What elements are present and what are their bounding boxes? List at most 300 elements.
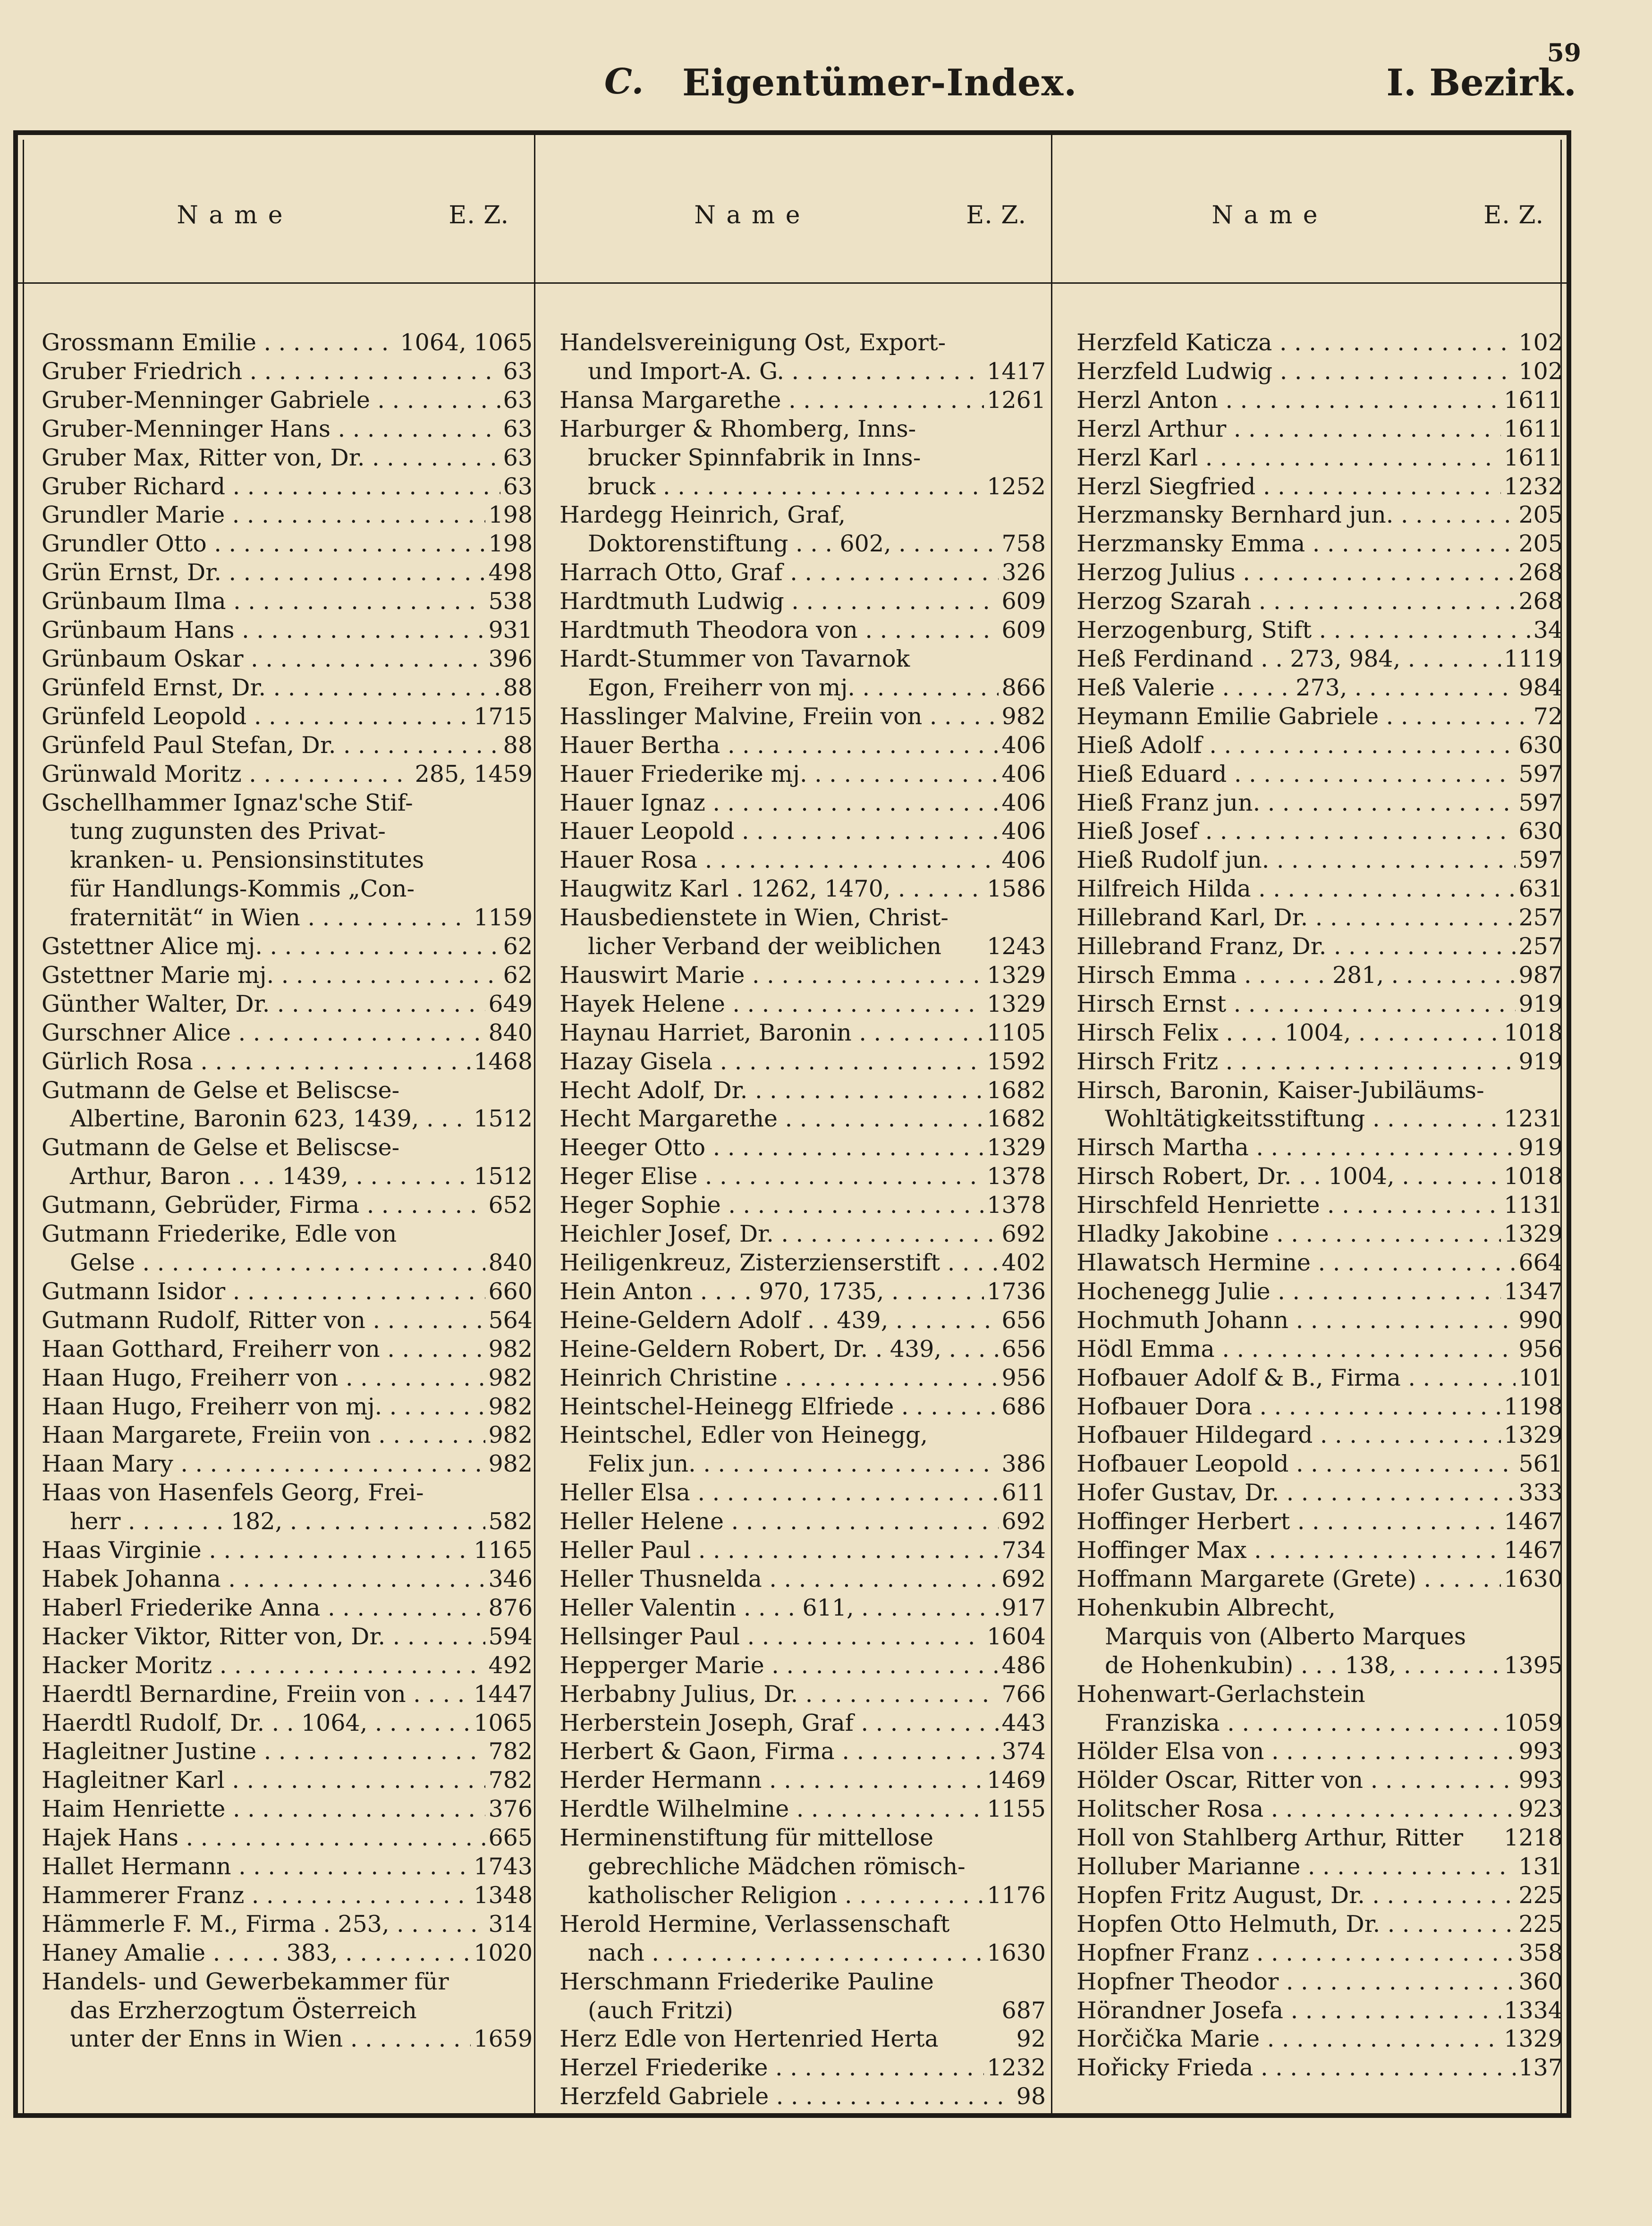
owner-name: Gruber Max, Ritter von, Dr. . . .	[42, 444, 500, 473]
owner-name: Heller Paul . . .	[559, 1536, 999, 1565]
owner-name: Haerdtl Rudolf, Dr. . . 1064, . . .	[42, 1709, 471, 1738]
ez-number	[1043, 501, 1046, 530]
index-entry	[559, 789, 1046, 818]
index-entry	[42, 1278, 533, 1306]
owner-name: Gutmann Isidor . . .	[42, 1278, 485, 1306]
ez-number: 656	[1001, 1335, 1046, 1363]
owner-name: Harburger & Rhomberg, Inns-	[559, 415, 916, 442]
ez-number: 1334	[1504, 1997, 1563, 2024]
index-entry	[42, 473, 533, 501]
ez-number: 1512	[474, 1105, 533, 1133]
index-entry	[42, 1479, 533, 1507]
ez-number: 758	[1001, 530, 1046, 558]
ez-number: 1468	[474, 1048, 533, 1075]
owner-name: Hammerer Franz . . .	[42, 1881, 471, 1910]
owner-name: Holl von Stahlberg Arthur, Ritter	[1076, 1824, 1464, 1852]
index-entry	[1076, 1479, 1563, 1507]
index-entry	[559, 587, 1046, 616]
owner-name: Hecht Adolf, Dr. . . .	[559, 1076, 984, 1105]
ez-number: 98	[1016, 2083, 1046, 2110]
ez-number: 92	[1016, 2025, 1046, 2053]
ez-number: 406	[1001, 731, 1046, 759]
owner-name: Heine-Geldern Adolf . . 439, . . .	[559, 1306, 999, 1335]
index-entry	[559, 1249, 1046, 1278]
owner-name: Gutmann Rudolf, Ritter von . . .	[42, 1306, 485, 1335]
owner-name: Haas von Hasenfels Georg, Frei-	[42, 1479, 424, 1507]
ez-number: 866	[1001, 674, 1046, 701]
index-entry	[1076, 817, 1563, 846]
index-entry	[42, 1220, 533, 1249]
ez-number: 652	[488, 1192, 533, 1219]
owner-name: Arthur, Baron . . . 1439, . . .	[42, 1162, 471, 1191]
index-entry	[559, 1364, 1046, 1393]
owner-name: Hallet Hermann . . .	[42, 1853, 471, 1881]
ez-number: 984	[1518, 674, 1563, 701]
ez-number: 257	[1518, 904, 1563, 931]
ez-number: 665	[488, 1824, 533, 1852]
owner-name: das Erzherzogtum Österreich	[70, 1997, 417, 2024]
ez-number: 1018	[1504, 1019, 1563, 1046]
owner-name: Herzl Anton . . .	[1076, 386, 1501, 415]
ez-number: 1176	[987, 1881, 1046, 1909]
index-column-3	[1076, 329, 1563, 2082]
ez-number: 326	[1001, 559, 1046, 586]
page-header	[0, 61, 1652, 113]
ez-number: 766	[1001, 1680, 1046, 1708]
index-entry	[559, 444, 1046, 473]
owner-name: Hieß Franz jun. . . .	[1076, 789, 1516, 818]
ez-number: 1231	[1504, 1105, 1563, 1133]
index-entry	[559, 1824, 1046, 1853]
owner-name: Franziska . . .	[1076, 1709, 1501, 1738]
index-entry	[559, 1393, 1046, 1422]
ez-number: 656	[1001, 1306, 1046, 1334]
ez-number: 1243	[987, 933, 1046, 960]
ez-number: 1329	[987, 961, 1046, 989]
index-entry	[42, 846, 533, 875]
ez-number: 374	[1001, 1738, 1046, 1765]
owner-name: Haynau Harriet, Baronin . . .	[559, 1019, 984, 1048]
ez-number: 1252	[987, 473, 1046, 500]
index-entry	[559, 1479, 1046, 1507]
index-entry	[42, 1393, 533, 1422]
owner-name: Handelsvereinigung Ost, Export-	[559, 329, 946, 356]
ez-number: 564	[488, 1306, 533, 1334]
ez-number: 1512	[474, 1163, 533, 1190]
ez-number: 406	[1001, 760, 1046, 787]
ez-number	[530, 789, 533, 818]
index-entry	[42, 559, 533, 587]
ez-number: 63	[503, 444, 533, 471]
ez-number: 63	[503, 386, 533, 414]
owner-name: Doktorenstiftung . . . 602, . . .	[559, 530, 999, 559]
owner-name: Holitscher Rosa . . .	[1076, 1795, 1516, 1824]
index-entry	[1076, 875, 1563, 904]
ez-number: 1611	[1504, 415, 1563, 442]
ez-number: 923	[1518, 1795, 1563, 1823]
index-entry	[42, 1651, 533, 1680]
owner-name: Günther Walter, Dr. . . .	[42, 990, 485, 1019]
ez-number: 198	[488, 530, 533, 558]
owner-name: Hauer Bertha . . .	[559, 731, 999, 760]
index-entry	[559, 1162, 1046, 1191]
owner-name: Hirsch Felix . . . . 1004, . . .	[1076, 1019, 1501, 1048]
owner-name: Hirsch Emma . . . . . . 281, . . .	[1076, 961, 1516, 990]
ez-number	[530, 1076, 533, 1105]
owner-name: Hopfner Franz . . .	[1076, 1939, 1516, 1968]
owner-name: Grünfeld Leopold . . .	[42, 703, 471, 731]
owner-name: Heinrich Christine . . .	[559, 1364, 999, 1393]
ez-number: 993	[1518, 1767, 1563, 1794]
owner-name: Hirsch Fritz . . .	[1076, 1048, 1516, 1076]
ez-number: 443	[1001, 1709, 1046, 1736]
ez-number: 486	[1001, 1651, 1046, 1679]
owner-name: Felix jun. . . .	[559, 1450, 999, 1479]
owner-name: Gutmann, Gebrüder, Firma . . .	[42, 1191, 485, 1220]
owner-name: Hirsch, Baronin, Kaiser-Jubiläums-	[1076, 1076, 1484, 1104]
index-entry	[559, 2054, 1046, 2082]
index-entry	[1076, 1134, 1563, 1162]
owner-name: de Hohenkubin) . . . 138, . . .	[1076, 1651, 1501, 1680]
index-entry	[559, 2025, 1046, 2054]
index-entry	[42, 961, 533, 990]
index-entry	[42, 329, 533, 357]
ez-number	[530, 1479, 533, 1507]
owner-name: Herzmansky Bernhard jun. . . .	[1076, 501, 1516, 530]
index-entry	[1076, 415, 1563, 444]
owner-name: Hauer Leopold . . .	[559, 817, 999, 846]
index-entry	[559, 357, 1046, 386]
index-entry	[1076, 1737, 1563, 1766]
index-entry	[42, 1364, 533, 1393]
ez-number: 101	[1518, 1364, 1563, 1391]
ez-number	[1043, 1421, 1046, 1450]
index-entry	[42, 1249, 533, 1278]
index-entry	[1076, 1105, 1563, 1134]
index-entry	[42, 760, 533, 789]
owner-name: Hofbauer Adolf & B., Firma . . .	[1076, 1364, 1516, 1393]
index-entry	[559, 415, 1046, 444]
index-entry	[1076, 1565, 1563, 1594]
index-entry	[42, 1450, 533, 1479]
index-entry	[559, 904, 1046, 932]
index-entry	[1076, 1421, 1563, 1450]
ez-number: 630	[1518, 731, 1563, 759]
owner-name: Albertine, Baronin 623, 1439, . . .	[42, 1105, 471, 1134]
owner-name: Holluber Marianne . . .	[1076, 1853, 1516, 1881]
owner-name: Hein Anton . . . . 970, 1735, . . .	[559, 1278, 984, 1306]
owner-name: Hieß Josef . . .	[1076, 817, 1516, 846]
ez-number: 1105	[987, 1019, 1046, 1046]
index-entry	[559, 1680, 1046, 1709]
ez-number: 919	[1518, 1134, 1563, 1161]
index-entry	[1076, 1364, 1563, 1393]
ez-number: 692	[1001, 1565, 1046, 1592]
owner-name: Hazay Gisela . . .	[559, 1048, 984, 1076]
index-entry	[1076, 846, 1563, 875]
owner-name: herr . . . . . . . 182, . . .	[42, 1507, 485, 1536]
index-entry	[1076, 2054, 1563, 2082]
ez-number: 1395	[1504, 1651, 1563, 1679]
column-header-2	[550, 201, 1045, 229]
index-entry	[1076, 473, 1563, 501]
index-entry	[1076, 1076, 1563, 1105]
index-entry	[559, 1105, 1046, 1134]
ez-number	[1043, 1824, 1046, 1853]
owner-name: Heller Elsa . . .	[559, 1479, 999, 1507]
ez-number: 62	[503, 933, 533, 960]
index-entry	[559, 1623, 1046, 1651]
owner-name: Gürlich Rosa . . .	[42, 1048, 471, 1076]
index-entry	[559, 645, 1046, 674]
ez-number: 402	[1001, 1249, 1046, 1276]
index-entry	[42, 1105, 533, 1134]
column-divider	[534, 135, 535, 2113]
index-entry	[42, 1048, 533, 1076]
ez-number: 1329	[1504, 1422, 1563, 1449]
ez-number: 982	[488, 1393, 533, 1420]
index-entry	[559, 1134, 1046, 1162]
owner-name: Gstettner Alice mj. . . .	[42, 932, 500, 961]
index-entry	[559, 674, 1046, 703]
owner-name: Hoffmann Margarete (Grete) . . .	[1076, 1565, 1501, 1594]
ez-number: 88	[503, 731, 533, 759]
owner-name: Heß Valerie . . . . . 273, . . .	[1076, 674, 1516, 703]
district-label: I. Bezirk.	[1386, 61, 1576, 104]
owner-name: Gurschner Alice . . .	[42, 1019, 485, 1048]
owner-name: fraternität“ in Wien . . .	[42, 904, 471, 932]
index-column-1	[42, 329, 533, 2054]
owner-name: Hlawatsch Hermine . . .	[1076, 1249, 1516, 1278]
index-entry	[1076, 1278, 1563, 1306]
index-entry	[559, 817, 1046, 846]
ez-number: 386	[1001, 1450, 1046, 1478]
owner-name: Heintschel-Heinegg Elfriede . . .	[559, 1393, 999, 1422]
ez-number: 1378	[987, 1192, 1046, 1219]
ez-number: 268	[1518, 588, 1563, 615]
index-entry	[559, 1968, 1046, 1997]
ez-number: 782	[488, 1738, 533, 1765]
owner-name: Grünwald Moritz . . .	[42, 760, 412, 789]
ez-number	[530, 1968, 533, 1997]
owner-name: Herz Edle von Hertenried Herta	[559, 2025, 939, 2053]
index-entry	[559, 875, 1046, 904]
index-entry	[1076, 1594, 1563, 1623]
ez-number: 1155	[987, 1795, 1046, 1823]
owner-name: Heger Sophie . . .	[559, 1191, 984, 1220]
owner-name: Hölder Elsa von . . .	[1076, 1737, 1516, 1766]
index-entry	[42, 1997, 533, 2025]
ez-number: 734	[1001, 1537, 1046, 1564]
index-entry	[1076, 731, 1563, 760]
ez-number: 198	[488, 501, 533, 529]
ez-number: 358	[1518, 1939, 1563, 1966]
owner-name: Hirsch Ernst . . .	[1076, 990, 1516, 1019]
index-entry	[1076, 1536, 1563, 1565]
ez-number: 498	[488, 559, 533, 586]
index-entry	[559, 1939, 1046, 1968]
ez-number: 63	[503, 415, 533, 442]
owner-name: Haney Amalie . . . . . 383, . . .	[42, 1939, 471, 1968]
index-entry	[559, 1709, 1046, 1738]
owner-name: Herzog Szarah . . .	[1076, 587, 1516, 616]
owner-name: Herdtle Wilhelmine . . .	[559, 1795, 984, 1824]
ez-number: 931	[488, 617, 533, 644]
index-entry	[559, 501, 1046, 530]
owner-name: Gruber-Menninger Gabriele . . .	[42, 386, 500, 415]
ez-number	[1043, 904, 1046, 932]
owner-name: Hieß Rudolf jun. . . .	[1076, 846, 1516, 875]
index-entry	[559, 1766, 1046, 1795]
ez-number: 1417	[987, 357, 1046, 385]
index-entry	[42, 1939, 533, 1968]
ez-number: 1059	[1504, 1709, 1563, 1736]
index-entry	[42, 1968, 533, 1997]
owner-name: Hasslinger Malvine, Freiin von . . .	[559, 703, 999, 731]
owner-name: Hagleitner Justine . . .	[42, 1737, 485, 1766]
index-entry	[1076, 932, 1563, 961]
owner-name: Hölder Oscar, Ritter von . . .	[1076, 1766, 1516, 1795]
index-entry	[42, 875, 533, 904]
owner-name: Haan Hugo, Freiherr von mj. . . .	[42, 1393, 485, 1422]
index-entry	[559, 760, 1046, 789]
index-entry	[559, 1019, 1046, 1048]
ez-number: 597	[1518, 846, 1563, 874]
index-entry	[1076, 1393, 1563, 1422]
owner-name: Hardegg Heinrich, Graf,	[559, 501, 846, 529]
index-entry	[42, 616, 533, 645]
index-entry	[559, 1076, 1046, 1105]
index-entry	[1076, 444, 1563, 473]
ez-number: 1020	[474, 1939, 533, 1966]
ez-number: 257	[1518, 933, 1563, 960]
index-entry	[42, 932, 533, 961]
owner-name: und Import-A. G. . . .	[559, 357, 984, 386]
index-entry	[42, 415, 533, 444]
owner-name: Gstettner Marie mj. . . .	[42, 961, 500, 990]
owner-name: Heller Helene . . .	[559, 1507, 999, 1536]
ez-number: 686	[1001, 1393, 1046, 1420]
ez-number: 34	[1533, 617, 1563, 644]
owner-name: Horčička Marie . . .	[1076, 2025, 1501, 2054]
ez-number: 88	[503, 674, 533, 701]
ez-number: 982	[488, 1335, 533, 1363]
owner-name: Herzog Julius . . .	[1076, 559, 1516, 587]
ez-number: 597	[1518, 789, 1563, 816]
ez-number: 1232	[987, 2054, 1046, 2082]
owner-name: Hillebrand Karl, Dr. . . .	[1076, 904, 1516, 932]
owner-name: licher Verband der weiblichen	[588, 933, 941, 960]
owner-name: Haas Virginie . . .	[42, 1536, 471, 1565]
ez-number	[1043, 415, 1046, 444]
index-entry	[1076, 674, 1563, 703]
owner-name: Hirschfeld Henriette . . .	[1076, 1191, 1501, 1220]
ez-number: 609	[1001, 588, 1046, 615]
owner-name: Hauer Ignaz . . .	[559, 789, 999, 818]
ez-number: 611	[1001, 1479, 1046, 1507]
ez-number: 346	[488, 1565, 533, 1592]
ez-number: 360	[1518, 1968, 1563, 1995]
owner-name: Grünbaum Oskar . . .	[42, 645, 485, 674]
ez-number: 561	[1518, 1450, 1563, 1478]
owner-name: Herzfeld Gabriele . . .	[559, 2082, 1014, 2111]
index-entry	[1076, 1881, 1563, 1910]
ez-number: 225	[1518, 1910, 1563, 1938]
owner-name: Gruber-Menninger Hans . . .	[42, 415, 500, 444]
index-entry	[1076, 904, 1563, 932]
ez-number: 538	[488, 588, 533, 615]
index-entry	[42, 1737, 533, 1766]
ez-number	[530, 1997, 533, 2025]
owner-name: Hauswirt Marie . . .	[559, 961, 984, 990]
ez-number: 782	[488, 1767, 533, 1794]
index-entry	[1076, 1766, 1563, 1795]
index-entry	[1076, 1048, 1563, 1076]
index-entry	[559, 473, 1046, 501]
owner-name: Heger Elise . . .	[559, 1162, 984, 1191]
owner-name: Handels- und Gewerbekammer für	[42, 1968, 449, 1995]
ez-number: 102	[1518, 357, 1563, 385]
owner-name: Hacker Moritz . . .	[42, 1651, 485, 1680]
index-entry	[42, 1623, 533, 1651]
owner-name: Grünfeld Ernst, Dr. . . .	[42, 674, 500, 703]
index-entry	[559, 961, 1046, 990]
index-entry	[1076, 1162, 1563, 1191]
ez-number: 597	[1518, 760, 1563, 787]
owner-name: Herschmann Friederike Pauline	[559, 1968, 934, 1995]
ez-number: 1018	[1504, 1163, 1563, 1190]
owner-name: Haan Gotthard, Freiherr von . . .	[42, 1335, 485, 1364]
owner-name: Heichler Josef, Dr. . . .	[559, 1220, 999, 1249]
index-entry	[559, 616, 1046, 645]
index-entry	[1076, 559, 1563, 587]
ez-number: 840	[488, 1019, 533, 1046]
ez-number: 1611	[1504, 444, 1563, 471]
ez-number	[1560, 1594, 1563, 1623]
ez-number	[1043, 1853, 1046, 1881]
index-entry	[1076, 990, 1563, 1019]
index-entry	[42, 1795, 533, 1824]
owner-name: Hansa Margarethe . . .	[559, 386, 984, 415]
index-entry	[559, 1910, 1046, 1939]
index-table	[13, 130, 1571, 2118]
owner-name: Hauer Rosa . . .	[559, 846, 999, 875]
index-entry	[1076, 1651, 1563, 1680]
ez-number: 1743	[474, 1853, 533, 1880]
owner-name: Gschellhammer Ignaz'sche Stif-	[42, 789, 413, 816]
ez-number	[1560, 1076, 1563, 1105]
index-entry	[1076, 1709, 1563, 1738]
index-entry	[559, 1335, 1046, 1364]
owner-name: Grünbaum Hans . . .	[42, 616, 485, 645]
ez-number	[530, 846, 533, 875]
owner-name: (auch Fritzi)	[588, 1997, 733, 2024]
index-entry	[1076, 2025, 1563, 2054]
ez-number: 1469	[987, 1767, 1046, 1794]
ez-number: 631	[1518, 875, 1563, 903]
index-entry	[42, 817, 533, 846]
ez-number: 1329	[1504, 1220, 1563, 1248]
name-header: N a m e	[177, 201, 284, 229]
owner-name: Habek Johanna . . .	[42, 1565, 485, 1594]
ez-number: 840	[488, 1249, 533, 1276]
index-entry	[1076, 1997, 1563, 2025]
owner-name: Heller Valentin . . . . 611, . . .	[559, 1594, 999, 1623]
index-entry	[559, 1048, 1046, 1076]
index-column-2	[559, 329, 1046, 2111]
ez-number: 1348	[474, 1881, 533, 1909]
name-header: N a m e	[694, 201, 802, 229]
